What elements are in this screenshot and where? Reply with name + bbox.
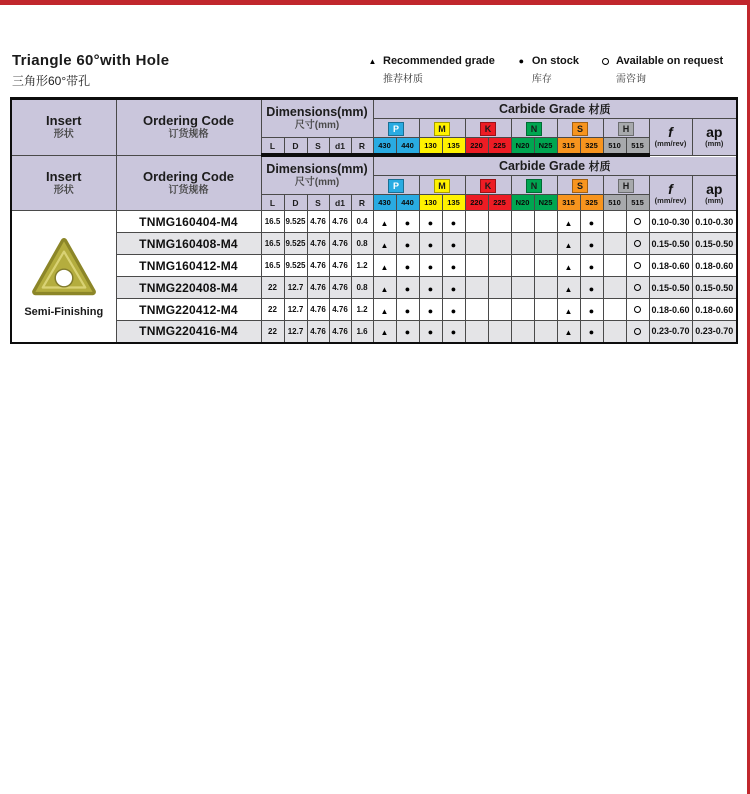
grade-group-S xyxy=(557,176,603,195)
feed-header xyxy=(649,176,692,211)
dimensions-header-cn: 尺寸(mm) xyxy=(294,177,340,188)
grade-mark-cell xyxy=(511,321,534,343)
on-stock-dot-icon: ● xyxy=(450,305,457,316)
dim-value-cell: 1.6 xyxy=(351,321,373,343)
ap-value-cell: 0.18-0.60 xyxy=(692,255,737,277)
grade-value-325: 325 xyxy=(580,195,603,211)
grade-group-H xyxy=(603,119,649,138)
grade-chip-S: S xyxy=(572,122,588,136)
grade-mark-cell xyxy=(488,321,511,343)
ap-header-label: ap xyxy=(706,124,723,141)
dimensions-header-cn: 尺寸(mm) xyxy=(294,120,340,131)
ap-header-label: ap xyxy=(706,180,723,197)
on-stock-dot-icon: ● xyxy=(588,327,595,338)
grade-chip-K: K xyxy=(480,122,496,136)
ordering-code-cell: TNMG160412-M4 xyxy=(116,255,261,277)
feed-value-cell: 0.10-0.30 xyxy=(649,211,692,233)
on-stock-dot-icon: ● xyxy=(450,239,457,250)
triangle-insert-image xyxy=(27,234,101,300)
grade-mark-cell xyxy=(626,321,649,343)
grade-value-130: 130 xyxy=(419,195,442,211)
grade-group-P xyxy=(373,176,419,195)
grade-value-N20: N20 xyxy=(511,195,534,211)
on-stock-dot-icon: ● xyxy=(427,327,434,338)
grade-mark-cell xyxy=(442,255,465,277)
grade-chip-S: S xyxy=(572,179,588,193)
grade-value-130: 130 xyxy=(419,138,442,156)
grade-value-510: 510 xyxy=(603,195,626,211)
grade-mark-cell xyxy=(419,321,442,343)
grade-mark-cell xyxy=(534,277,557,299)
ap-value-cell: 0.10-0.30 xyxy=(692,211,737,233)
grade-chip-M: M xyxy=(434,179,450,193)
legend-texts xyxy=(383,55,495,85)
legend-item-1 xyxy=(515,55,579,85)
grade-mark-cell xyxy=(511,255,534,277)
grade-mark-cell xyxy=(419,299,442,321)
grade-mark-cell xyxy=(557,321,580,343)
feed-header-label: f xyxy=(668,180,673,197)
dim-value-cell: 22 xyxy=(261,299,284,321)
ordering-code-header-cn: 订货规格 xyxy=(168,184,209,196)
feed-header xyxy=(649,119,692,156)
grade-mark-cell xyxy=(511,233,534,255)
ap-value-cell: 0.15-0.50 xyxy=(692,233,737,255)
recommended-triangle-icon: ▲ xyxy=(564,262,573,272)
grade-chip-N: N xyxy=(526,179,542,193)
dim-col-R: R xyxy=(351,195,373,211)
grade-mark-cell xyxy=(373,211,396,233)
dim-value-cell: 4.76 xyxy=(307,277,329,299)
grade-group-P xyxy=(373,119,419,138)
grade-chip-N: N xyxy=(526,122,542,136)
ordering-code-header xyxy=(116,155,261,211)
grade-mark-cell xyxy=(465,255,488,277)
grade-mark-cell xyxy=(534,255,557,277)
feed-header-unit: (mm/rev) xyxy=(654,139,687,149)
available-circle-icon xyxy=(634,240,641,247)
grade-mark-cell xyxy=(465,277,488,299)
legend-item-0 xyxy=(366,55,495,85)
grade-mark-cell xyxy=(626,299,649,321)
dimensions-header xyxy=(261,99,373,138)
insert-type-label: Semi-Finishing xyxy=(24,306,104,319)
recommended-triangle-icon: ▲ xyxy=(380,328,389,338)
dim-value-cell: 0.8 xyxy=(351,233,373,255)
title-block xyxy=(12,52,169,89)
grade-mark-cell xyxy=(580,233,603,255)
legend-texts xyxy=(616,55,723,85)
dim-value-cell: 4.76 xyxy=(307,233,329,255)
dim-col-L: L xyxy=(261,195,284,211)
carbide-grade-header-cn: 材质 xyxy=(588,161,611,173)
ordering-code-header-en: Ordering Code xyxy=(142,113,234,129)
grade-mark-cell xyxy=(442,321,465,343)
recommended-triangle-icon: ▲ xyxy=(564,306,573,316)
dim-col-S: S xyxy=(307,195,329,211)
dim-value-cell: 4.76 xyxy=(329,277,351,299)
insert-shape xyxy=(12,234,116,318)
grade-mark-cell xyxy=(488,211,511,233)
grade-value-510: 510 xyxy=(603,138,626,156)
ordering-code-cell: TNMG220408-M4 xyxy=(116,277,261,299)
available-circle-icon xyxy=(634,328,641,335)
dimensions-header-en: Dimensions(mm) xyxy=(266,105,368,119)
dim-col-L: L xyxy=(261,138,284,156)
grade-mark-cell xyxy=(396,299,419,321)
grade-mark-cell xyxy=(488,277,511,299)
recommended-triangle-icon: ▲ xyxy=(380,262,389,272)
legend-label-cn: 推荐材质 xyxy=(383,74,423,85)
dim-value-cell: 4.76 xyxy=(307,321,329,343)
grade-group-N xyxy=(511,176,557,195)
dim-value-cell: 16.5 xyxy=(261,211,284,233)
ap-value-cell: 0.18-0.60 xyxy=(692,299,737,321)
grade-value-430: 430 xyxy=(373,195,396,211)
dim-value-cell: 22 xyxy=(261,277,284,299)
legend xyxy=(366,55,723,85)
available-circle-icon xyxy=(602,58,609,65)
legend-item-2 xyxy=(599,55,723,85)
on-stock-dot-icon: ● xyxy=(588,305,595,316)
grade-mark-cell xyxy=(396,321,419,343)
grade-mark-cell xyxy=(557,277,580,299)
grade-mark-cell xyxy=(465,211,488,233)
feed-value-cell: 0.15-0.50 xyxy=(649,233,692,255)
triangle-legend-marker xyxy=(366,55,379,68)
on-stock-dot-icon: ● xyxy=(427,305,434,316)
grade-mark-cell xyxy=(442,299,465,321)
grade-value-430: 430 xyxy=(373,138,396,156)
grade-chip-M: M xyxy=(434,122,450,136)
grade-value-N25: N25 xyxy=(534,195,557,211)
ap-header xyxy=(692,176,737,211)
grade-mark-cell xyxy=(511,299,534,321)
grade-mark-cell xyxy=(465,233,488,255)
table-row xyxy=(11,299,737,321)
on-stock-dot-icon: ● xyxy=(450,283,457,294)
on-stock-dot-icon: ● xyxy=(404,283,411,294)
insert-shape-cell xyxy=(11,211,116,343)
ap-value-cell: 0.15-0.50 xyxy=(692,277,737,299)
grade-mark-cell xyxy=(419,211,442,233)
dim-value-cell: 12.7 xyxy=(284,277,307,299)
on-stock-dot-icon: ● xyxy=(404,239,411,250)
dim-col-d1: d1 xyxy=(329,138,351,156)
dim-value-cell: 4.76 xyxy=(307,299,329,321)
carbide-grade-header xyxy=(373,155,737,176)
legend-label: On stock xyxy=(531,55,579,67)
legend-label: Available on request xyxy=(615,55,724,67)
grade-mark-cell xyxy=(603,233,626,255)
dim-value-cell: 0.4 xyxy=(351,211,373,233)
legend-label: Recommended grade xyxy=(383,55,495,67)
header-row-main xyxy=(11,155,737,176)
grade-mark-cell xyxy=(534,321,557,343)
feed-header-label: f xyxy=(668,124,673,141)
feed-value-cell: 0.18-0.60 xyxy=(649,255,692,277)
feed-header-unit: (mm/rev) xyxy=(654,195,687,205)
grade-value-315: 315 xyxy=(557,195,580,211)
grade-mark-cell xyxy=(580,255,603,277)
ap-header-unit: (mm) xyxy=(705,139,724,149)
grade-value-440: 440 xyxy=(396,195,419,211)
available-circle-icon xyxy=(634,262,641,269)
on-stock-dot-icon: ● xyxy=(588,261,595,272)
recommended-triangle-icon: ▲ xyxy=(564,240,573,250)
dim-value-cell: 4.76 xyxy=(329,233,351,255)
grade-mark-cell xyxy=(534,299,557,321)
on-stock-dot-icon: ● xyxy=(518,56,525,66)
grade-value-225: 225 xyxy=(488,138,511,156)
dim-col-d1: d1 xyxy=(329,195,351,211)
grade-mark-cell xyxy=(603,299,626,321)
grade-chip-P: P xyxy=(388,122,404,136)
recommended-triangle-icon: ▲ xyxy=(380,284,389,294)
insert-header xyxy=(11,155,116,211)
grade-group-H xyxy=(603,176,649,195)
recommended-triangle-icon: ▲ xyxy=(380,218,389,228)
dim-col-D: D xyxy=(284,138,307,156)
dimensions-header xyxy=(261,155,373,195)
recommended-triangle-icon: ▲ xyxy=(564,284,573,294)
grade-value-135: 135 xyxy=(442,195,465,211)
ordering-code-cell: TNMG160408-M4 xyxy=(116,233,261,255)
on-stock-dot-icon: ● xyxy=(404,261,411,272)
recommended-triangle-icon: ▲ xyxy=(564,218,573,228)
grade-value-315: 315 xyxy=(557,138,580,156)
grade-mark-cell xyxy=(603,255,626,277)
catalog-table xyxy=(10,97,738,344)
on-stock-dot-icon: ● xyxy=(450,261,457,272)
on-stock-dot-icon: ● xyxy=(404,217,411,228)
dimensions-header-en: Dimensions(mm) xyxy=(266,162,368,176)
grade-mark-cell xyxy=(557,299,580,321)
grade-mark-cell xyxy=(442,233,465,255)
grade-group-K xyxy=(465,176,511,195)
grade-mark-cell xyxy=(442,277,465,299)
ordering-code-cell: TNMG160404-M4 xyxy=(116,211,261,233)
on-stock-dot-icon: ● xyxy=(404,327,411,338)
grade-group-N xyxy=(511,119,557,138)
recommended-triangle-icon: ▲ xyxy=(380,306,389,316)
grade-value-220: 220 xyxy=(465,138,488,156)
grade-mark-cell xyxy=(626,211,649,233)
on-stock-dot-icon: ● xyxy=(588,239,595,250)
on-stock-dot-icon: ● xyxy=(427,261,434,272)
grade-mark-cell xyxy=(396,233,419,255)
grade-chip-H: H xyxy=(618,179,634,193)
grade-mark-cell xyxy=(626,277,649,299)
dim-value-cell: 4.76 xyxy=(329,299,351,321)
grade-mark-cell xyxy=(419,277,442,299)
table-row xyxy=(11,277,737,299)
grade-value-135: 135 xyxy=(442,138,465,156)
dim-value-cell: 4.76 xyxy=(307,211,329,233)
grade-mark-cell xyxy=(373,321,396,343)
grade-group-M xyxy=(419,176,465,195)
insert-header-cn: 形状 xyxy=(53,129,74,141)
grade-mark-cell xyxy=(534,211,557,233)
dim-value-cell: 12.7 xyxy=(284,299,307,321)
on-stock-dot-icon: ● xyxy=(588,217,595,228)
dim-value-cell: 4.76 xyxy=(329,255,351,277)
legend-texts xyxy=(532,55,579,85)
table-row xyxy=(11,321,737,343)
grade-mark-cell xyxy=(373,255,396,277)
grade-mark-cell xyxy=(465,321,488,343)
recommended-triangle-icon: ▲ xyxy=(380,240,389,250)
grade-mark-cell xyxy=(603,321,626,343)
grade-mark-cell xyxy=(396,211,419,233)
available-circle-icon xyxy=(634,306,641,313)
dim-value-cell: 9.525 xyxy=(284,211,307,233)
dim-value-cell: 1.2 xyxy=(351,255,373,277)
dim-value-cell: 4.76 xyxy=(307,255,329,277)
top-accent-bar xyxy=(0,0,750,5)
dim-value-cell: 9.525 xyxy=(284,233,307,255)
ordering-code-header-cn: 订货规格 xyxy=(168,129,209,141)
dim-value-cell: 4.76 xyxy=(329,321,351,343)
grade-mark-cell xyxy=(373,299,396,321)
grade-mark-cell xyxy=(580,277,603,299)
page-title: Triangle 60°with Hole xyxy=(12,52,170,69)
legend-label-cn: 需咨询 xyxy=(615,74,646,85)
table-row xyxy=(11,211,737,233)
available-circle-icon xyxy=(634,218,641,225)
on-stock-dot-icon: ● xyxy=(450,217,457,228)
grade-mark-cell xyxy=(442,211,465,233)
on-stock-dot-icon: ● xyxy=(588,283,595,294)
on-stock-dot-icon: ● xyxy=(427,239,434,250)
feed-value-cell: 0.15-0.50 xyxy=(649,277,692,299)
insert-header-en: Insert xyxy=(46,168,82,184)
ordering-code-cell: TNMG220416-M4 xyxy=(116,321,261,343)
grade-mark-cell xyxy=(488,255,511,277)
dim-value-cell: 4.76 xyxy=(329,211,351,233)
grade-mark-cell xyxy=(373,233,396,255)
grade-value-515: 515 xyxy=(626,195,649,211)
grade-group-M xyxy=(419,119,465,138)
grade-mark-cell xyxy=(580,321,603,343)
ordering-code-header xyxy=(116,99,261,156)
on-stock-dot-icon: ● xyxy=(427,283,434,294)
ap-header-unit: (mm) xyxy=(705,195,724,205)
grade-mark-cell xyxy=(488,233,511,255)
dot-legend-marker xyxy=(515,55,528,68)
ap-value-cell: 0.23-0.70 xyxy=(692,321,737,343)
dim-value-cell: 12.7 xyxy=(284,321,307,343)
grade-mark-cell xyxy=(396,277,419,299)
header-row-main xyxy=(11,99,737,119)
grade-chip-H: H xyxy=(618,122,634,136)
recommended-triangle-icon: ▲ xyxy=(368,57,377,66)
grade-mark-cell xyxy=(626,233,649,255)
grade-chip-K: K xyxy=(480,179,496,193)
grade-mark-cell xyxy=(419,255,442,277)
carbide-grade-header-en: Carbide Grade 材质 xyxy=(498,102,611,116)
carbide-grade-header xyxy=(373,99,737,119)
dim-value-cell: 22 xyxy=(261,321,284,343)
grade-value-N25: N25 xyxy=(534,138,557,156)
dim-value-cell: 16.5 xyxy=(261,233,284,255)
grade-value-220: 220 xyxy=(465,195,488,211)
feed-value-cell: 0.23-0.70 xyxy=(649,321,692,343)
insert-header xyxy=(11,99,116,156)
recommended-triangle-icon: ▲ xyxy=(564,328,573,338)
circle-legend-marker xyxy=(599,55,612,68)
grade-mark-cell xyxy=(511,211,534,233)
dim-value-cell: 1.2 xyxy=(351,299,373,321)
available-circle-icon xyxy=(634,284,641,291)
dim-col-S: S xyxy=(307,138,329,156)
ap-header xyxy=(692,119,737,156)
grade-value-440: 440 xyxy=(396,138,419,156)
dim-col-D: D xyxy=(284,195,307,211)
grade-mark-cell xyxy=(603,277,626,299)
dim-value-cell: 9.525 xyxy=(284,255,307,277)
grade-mark-cell xyxy=(465,299,488,321)
feed-value-cell: 0.18-0.60 xyxy=(649,299,692,321)
legend-label-cn: 库存 xyxy=(531,74,552,85)
grade-mark-cell xyxy=(419,233,442,255)
dim-value-cell: 0.8 xyxy=(351,277,373,299)
dim-col-R: R xyxy=(351,138,373,156)
grade-mark-cell xyxy=(488,299,511,321)
on-stock-dot-icon: ● xyxy=(450,327,457,338)
on-stock-dot-icon: ● xyxy=(404,305,411,316)
grade-value-515: 515 xyxy=(626,138,649,156)
grade-group-S xyxy=(557,119,603,138)
page-subtitle: 三角形60°带孔 xyxy=(12,74,91,88)
grade-mark-cell xyxy=(580,299,603,321)
grade-group-K xyxy=(465,119,511,138)
grade-value-225: 225 xyxy=(488,195,511,211)
grade-mark-cell xyxy=(396,255,419,277)
grade-mark-cell xyxy=(534,233,557,255)
carbide-grade-header-cn: 材质 xyxy=(588,104,611,116)
carbide-grade-header-en: Carbide Grade 材质 xyxy=(498,159,611,173)
grade-chip-P: P xyxy=(388,179,404,193)
grade-mark-cell xyxy=(557,211,580,233)
on-stock-dot-icon: ● xyxy=(427,217,434,228)
grade-mark-cell xyxy=(580,211,603,233)
grade-mark-cell xyxy=(557,255,580,277)
grade-mark-cell xyxy=(511,277,534,299)
table-row xyxy=(11,233,737,255)
grade-mark-cell xyxy=(603,211,626,233)
insert-header-en: Insert xyxy=(46,113,82,129)
table-row xyxy=(11,255,737,277)
ordering-code-header-en: Ordering Code xyxy=(142,168,234,184)
dim-value-cell: 16.5 xyxy=(261,255,284,277)
grade-mark-cell xyxy=(557,233,580,255)
ordering-code-cell: TNMG220412-M4 xyxy=(116,299,261,321)
grade-mark-cell xyxy=(373,277,396,299)
grade-mark-cell xyxy=(626,255,649,277)
grade-value-N20: N20 xyxy=(511,138,534,156)
insert-header-cn: 形状 xyxy=(53,184,74,196)
grade-value-325: 325 xyxy=(580,138,603,156)
